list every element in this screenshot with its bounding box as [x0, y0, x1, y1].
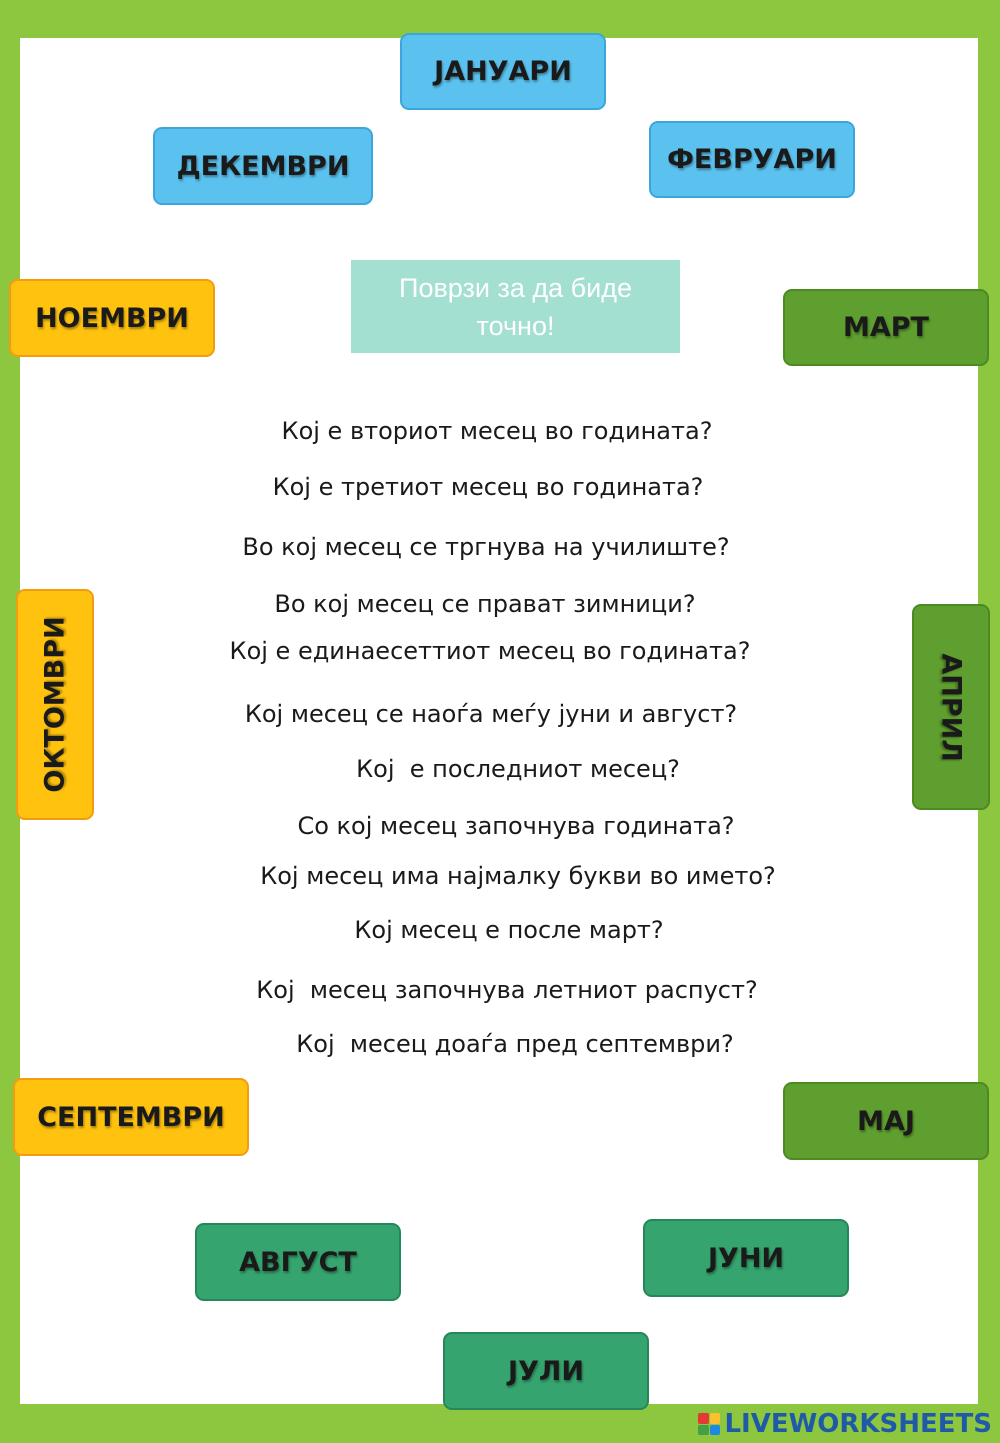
question-2[interactable]: Кој е третиот месец во годината?: [272, 473, 704, 501]
brand-name: LIVEWORKSHEETS: [724, 1409, 992, 1439]
month-label: МАРТ: [843, 312, 929, 343]
instruction-box: [351, 260, 680, 353]
month-label: ОКТОМВРИ: [39, 616, 71, 793]
month-januari[interactable]: [400, 33, 606, 110]
month-label: ЈАНУАРИ: [434, 56, 572, 87]
month-label: ДЕКЕМВРИ: [176, 150, 350, 182]
month-fevruari[interactable]: [649, 121, 855, 198]
month-label: АПРИЛ: [935, 652, 967, 762]
liveworksheets-logo-icon: [698, 1413, 720, 1435]
month-label: СЕПТЕМВРИ: [37, 1101, 225, 1133]
month-septemvri[interactable]: [13, 1078, 249, 1156]
month-mart[interactable]: [783, 289, 989, 366]
question-9[interactable]: Кој месец има најмалку букви во името?: [260, 862, 776, 890]
month-label: ЈУНИ: [707, 1242, 785, 1274]
question-1[interactable]: Кој е вториот месец во годината?: [281, 417, 713, 445]
question-12[interactable]: Кој месец доаѓа пред септември?: [296, 1030, 734, 1058]
month-label: ЈУЛИ: [508, 1355, 584, 1387]
month-label: МАЈ: [857, 1105, 915, 1137]
question-6[interactable]: Кој месец се наоѓа меѓу јуни и август?: [244, 700, 738, 728]
question-7[interactable]: Кој е последниот месец?: [356, 755, 680, 783]
month-label: НОЕМВРИ: [35, 302, 189, 334]
month-juli[interactable]: [443, 1332, 649, 1410]
month-dekemvri[interactable]: [153, 127, 373, 205]
question-3[interactable]: Во кој месец се тргнува на училиште?: [242, 533, 730, 561]
question-4[interactable]: Во кој месец се прават зимници?: [274, 590, 696, 618]
month-label: АВГУСТ: [239, 1246, 357, 1278]
month-juni[interactable]: [643, 1219, 849, 1297]
month-label: ФЕВРУАРИ: [667, 144, 837, 175]
question-11[interactable]: Кој месец започнува летниот распуст?: [256, 976, 758, 1004]
question-5[interactable]: Кој е единаесеттиот месец во годината?: [229, 637, 751, 665]
question-10[interactable]: Кој месец е после март?: [354, 916, 664, 944]
month-maj[interactable]: [783, 1082, 989, 1160]
liveworksheets-brand: [698, 1409, 992, 1439]
question-8[interactable]: Со кој месец започнува годината?: [297, 812, 735, 840]
month-noemvri[interactable]: [9, 279, 215, 357]
month-avgust[interactable]: [195, 1223, 401, 1301]
instruction-text: Поврзи за да биде точно!: [399, 272, 632, 341]
